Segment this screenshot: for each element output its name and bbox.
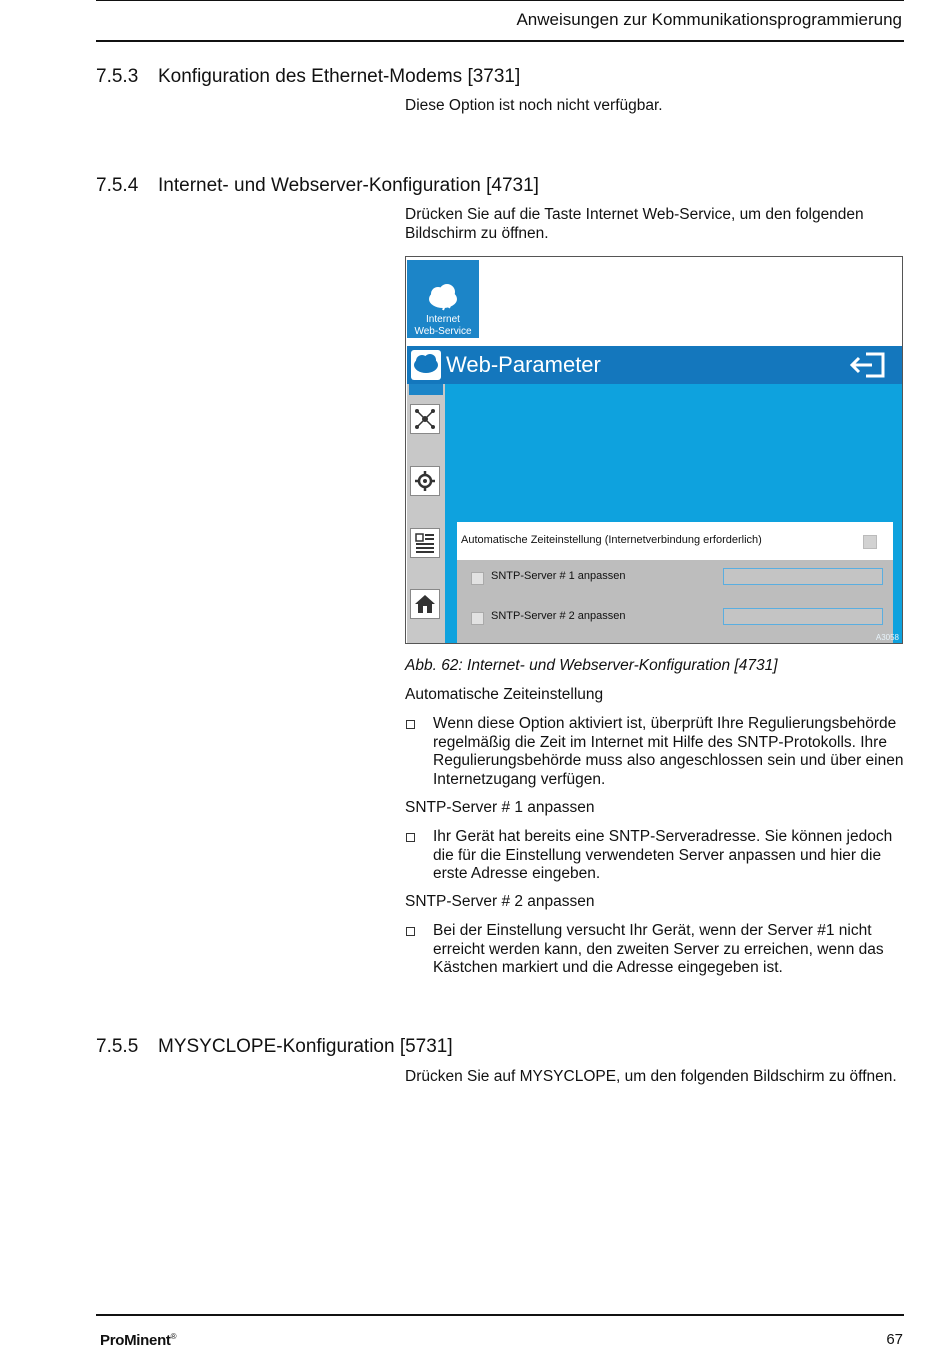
section-title: Konfiguration des Ethernet-Modems [3731] xyxy=(158,66,521,87)
bullet-square-icon xyxy=(406,927,415,936)
bullet-item xyxy=(405,828,910,884)
exit-icon[interactable] xyxy=(850,351,886,379)
cloud-icon xyxy=(427,284,459,312)
section-heading-754 xyxy=(96,175,539,197)
web-parameter-screenshot xyxy=(405,256,903,644)
sntp2-row xyxy=(457,600,893,634)
figure-caption: Abb. 62: Internet- und Webserver-Konfiguration [4731] xyxy=(405,657,778,674)
item-label-auto-time: Automatische Zeiteinstellung xyxy=(405,686,604,703)
sntp2-address-field[interactable] xyxy=(723,608,883,625)
internet-web-service-tile[interactable] xyxy=(407,260,479,338)
section-753-text: Diese Option ist noch nicht verfügbar. xyxy=(405,97,663,114)
auto-time-checkbox[interactable] xyxy=(863,535,877,549)
bullet-square-icon xyxy=(406,833,415,842)
auto-time-label: Automatische Zeiteinstellung (Internetverbindung erforderlich) xyxy=(461,534,762,546)
section-755-intro: Drücken Sie auf MYSYCLOPE, um den folgenden Bildschirm zu öffnen. xyxy=(405,1068,897,1085)
title-bar xyxy=(407,346,902,384)
tile-label xyxy=(407,314,479,338)
footer-rule xyxy=(96,1314,904,1316)
tile-label-line1: Internet xyxy=(426,314,460,325)
window-title: Web-Parameter xyxy=(446,352,601,377)
section-number: 7.5.4 xyxy=(96,175,139,196)
sntp1-address-field[interactable] xyxy=(723,568,883,585)
header-rule xyxy=(96,40,904,42)
device-screen xyxy=(407,346,902,643)
sidebar xyxy=(407,384,445,643)
settings-icon[interactable] xyxy=(410,466,440,496)
section-title: MYSYCLOPE-Konfiguration [5731] xyxy=(158,1036,453,1057)
sntp1-label: SNTP-Server # 1 anpassen xyxy=(491,570,626,582)
section-754-intro: Drücken Sie auf die Taste Internet Web-Service, um den folgenden Bildschirm zu öffnen. xyxy=(405,206,864,242)
window-cloud-icon xyxy=(411,350,441,380)
item-label-sntp2: SNTP-Server # 2 anpassen xyxy=(405,893,595,910)
sntp2-checkbox[interactable] xyxy=(471,612,484,625)
list-icon[interactable] xyxy=(410,528,440,558)
bullet-text: Ihr Gerät hat bereits eine SNTP-Serveradresse. Sie können jedoch die für die Einstellung verwendeten Server anpassen und hier die erste Adresse eingeben. xyxy=(433,828,893,882)
section-number: 7.5.5 xyxy=(96,1036,139,1057)
section-heading-753 xyxy=(96,66,520,88)
sntp2-label: SNTP-Server # 2 anpassen xyxy=(491,610,626,622)
home-icon[interactable] xyxy=(410,589,440,619)
auto-time-row xyxy=(457,522,893,560)
sntp1-row xyxy=(457,560,893,594)
sidebar-tab xyxy=(409,384,443,395)
sntp1-checkbox[interactable] xyxy=(471,572,484,585)
section-title: Internet- und Webserver-Konfiguration [4731] xyxy=(158,175,539,196)
bullet-square-icon xyxy=(406,720,415,729)
page-header-title: Anweisungen zur Kommunikationsprogrammierung xyxy=(516,10,902,29)
settings-panel xyxy=(457,522,893,643)
header-top-rule xyxy=(96,0,904,1)
page-number: 67 xyxy=(886,1331,903,1348)
figure-id: A3058 xyxy=(875,633,899,642)
item-label-sntp1: SNTP-Server # 1 anpassen xyxy=(405,799,595,816)
brand-name: ProMinent xyxy=(100,1332,171,1349)
bullet-text: Bei der Einstellung versucht Ihr Gerät, wenn der Server #1 nicht erreicht werden kann, den zweiten Server zu erreichen, wenn das Kästchen markiert und die Adresse eingegeben ist. xyxy=(433,922,884,976)
section-number: 7.5.3 xyxy=(96,66,139,87)
network-icon[interactable] xyxy=(410,404,440,434)
bullet-item xyxy=(405,715,910,789)
section-heading-755 xyxy=(96,1036,453,1058)
bullet-text: Wenn diese Option aktiviert ist, überprüft Ihre Regulierungsbehörde regelmäßig die Zeit im Internet mit Hilfe des SNTP-Protokolls. Ihre Regulierungsbehörde muss also angeschlossen sein und über einen Internetzugang verfügen. xyxy=(433,715,904,788)
tile-label-line2: Web-Service xyxy=(414,326,472,337)
brand-logo: ProMinent® xyxy=(100,1332,177,1349)
bullet-item xyxy=(405,922,910,978)
